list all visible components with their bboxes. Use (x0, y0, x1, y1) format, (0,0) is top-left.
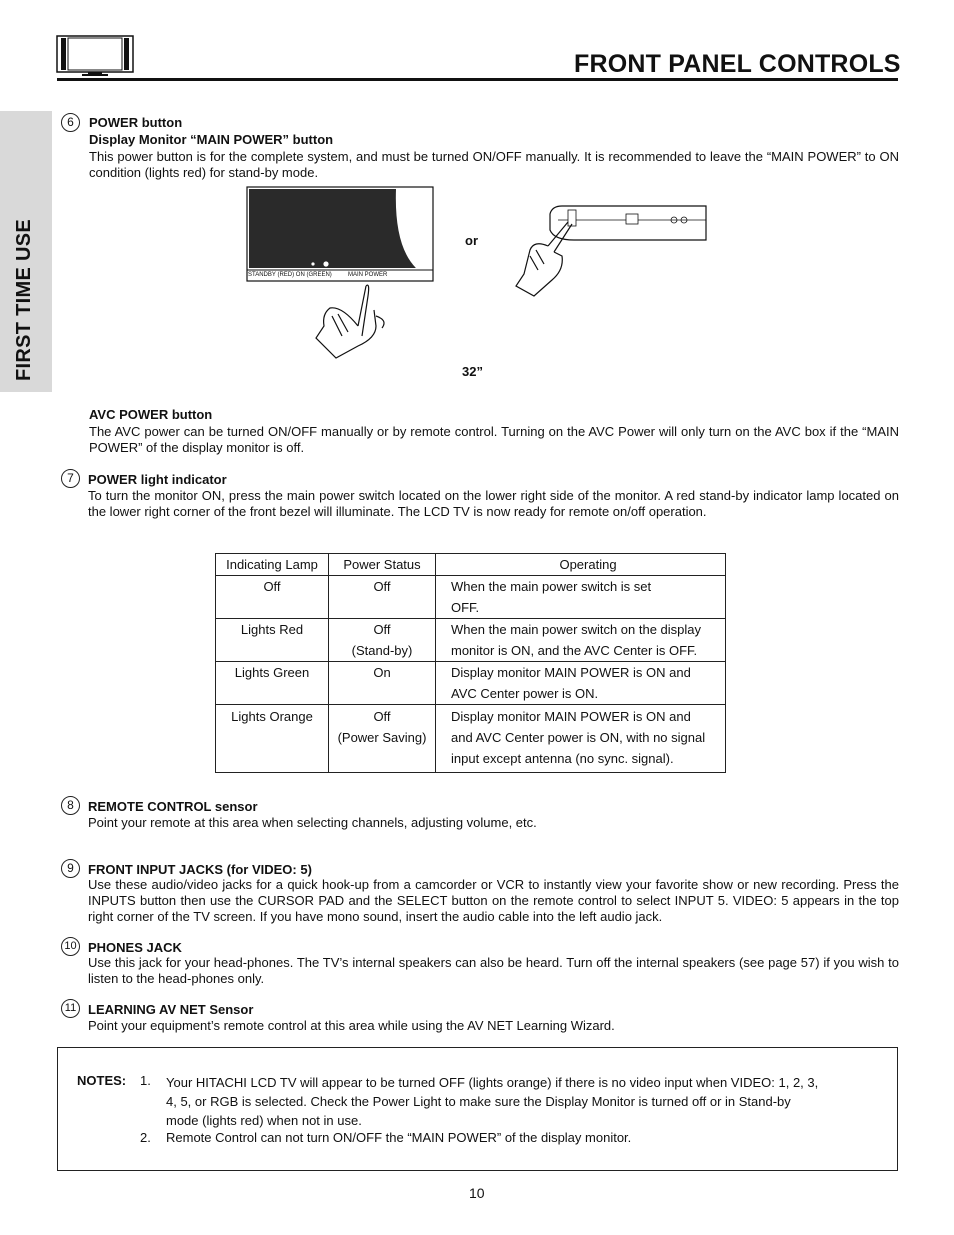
notes-box (57, 1047, 898, 1171)
or-label: or (465, 233, 478, 248)
header-indicating-lamp: Indicating Lamp (216, 554, 329, 576)
note-1 (166, 1073, 818, 1130)
av-net-heading: LEARNING AV NET Sensor (88, 1002, 254, 1017)
table-cell: When the main power switch on the display (436, 619, 726, 641)
note-1-number: 1. (140, 1073, 151, 1088)
remote-sensor-text: Point your remote at this area when selecting channels, adjusting volume, etc. (88, 815, 537, 830)
page-number: 10 (469, 1185, 485, 1201)
table-row (216, 662, 726, 684)
table-cell: AVC Center power is ON. (436, 683, 726, 705)
av-net-text: Point your equipment’s remote control at this area while using the AV NET Learning Wizard. (88, 1018, 615, 1033)
table-cell (329, 748, 436, 773)
table-cell: Display monitor MAIN POWER is ON and (436, 705, 726, 728)
table-cell: Lights Red (216, 619, 329, 641)
note-1-line: 4, 5, or RGB is selected. Check the Power Light to make sure the Display Monitor is turned off or in Stand-by (166, 1094, 791, 1109)
power-light-heading: POWER light indicator (88, 472, 227, 487)
main-power-heading: Display Monitor “MAIN POWER” button (89, 132, 334, 147)
power-light-text: To turn the monitor ON, press the main power switch located on the lower right side of the monitor. A red stand-by indicator lamp located on the lower right corner of the front bezel will illuminate. The LCD TV is now ready for remote on/off operation. (88, 488, 899, 519)
section-tab-label: FIRST TIME USE (13, 219, 35, 381)
header-operating: Operating (436, 554, 726, 576)
table-cell (216, 640, 329, 662)
table-header-row (216, 554, 726, 576)
table-cell (216, 748, 329, 773)
note-1-line: mode (lights red) when not in use. (166, 1113, 362, 1128)
table-cell (216, 597, 329, 619)
avc-power-heading: AVC POWER button (89, 407, 213, 422)
table-cell: input except antenna (no sync. signal). (436, 748, 726, 773)
table-cell: Display monitor MAIN POWER is ON and (436, 662, 726, 684)
lamp-status-table (215, 553, 726, 773)
section-tab (0, 111, 52, 392)
power-button-heading: POWER button (89, 115, 183, 130)
tv-icon (56, 35, 134, 77)
table-cell: and AVC Center power is ON, with no signal (436, 727, 726, 748)
table-cell: (Power Saving) (329, 727, 436, 748)
item-number-7: 7 (61, 469, 80, 488)
table-row (216, 619, 726, 641)
front-input-heading: FRONT INPUT JACKS (for VIDEO: 5) (88, 862, 312, 877)
item-number-8: 8 (61, 796, 80, 815)
table-row (216, 727, 726, 748)
power-button-text: This power button is for the complete system, and must be turned ON/OFF manually. It is recommended to leave the “MAIN POWER” to ON condition (lights red) for stand-by mode. (89, 149, 899, 180)
front-input-text: Use these audio/video jacks for a quick hook-up from a camcorder or VCR to instantly view your favorite show or new recording. Press the INPUTS button then use the CURSOR PAD and the SELECT button on the remote control to select INPUT 5. VIDEO: 5 appears in the top right corner of the TV screen. If you have mono sound, insert the audio cable into the left audio jack. (88, 877, 899, 924)
table-cell (329, 597, 436, 619)
table-cell: Off (329, 619, 436, 641)
remote-sensor-heading: REMOTE CONTROL sensor (88, 799, 258, 814)
monitor-side-illustration (514, 200, 710, 298)
table-cell: Off (329, 576, 436, 598)
main-power-label: MAIN POWER (348, 272, 388, 278)
item-number-9: 9 (61, 859, 80, 878)
note-2: Remote Control can not turn ON/OFF the “MAIN POWER” of the display monitor. (166, 1130, 632, 1145)
table-row (216, 576, 726, 598)
table-cell: Lights Orange (216, 705, 329, 728)
size-label: 32” (462, 364, 483, 379)
note-1-line: Your HITACHI LCD TV will appear to be turned OFF (lights orange) if there is no video input when VIDEO: 1, 2, 3, (166, 1075, 819, 1090)
table-cell: When the main power switch is set (436, 576, 726, 598)
table-row (216, 597, 726, 619)
table-cell: Off (216, 576, 329, 598)
header-rule (57, 78, 898, 81)
page-title: FRONT PANEL CONTROLS (574, 50, 901, 78)
table-row (216, 705, 726, 728)
item-number-6: 6 (61, 113, 80, 132)
header-power-status: Power Status (329, 554, 436, 576)
note-2-number: 2. (140, 1130, 151, 1145)
hand-icon (316, 285, 384, 358)
table-cell: (Stand-by) (329, 640, 436, 662)
phones-jack-text: Use this jack for your head-phones. The TV’s internal speakers can also be heard. Turn off the internal speakers (see page 57) if you wish to listen to the head-phones only. (88, 955, 899, 986)
table-row (216, 683, 726, 705)
table-cell: Off (329, 705, 436, 728)
phones-jack-heading: PHONES JACK (88, 940, 182, 955)
table-cell: monitor is ON, and the AVC Center is OFF. (436, 640, 726, 662)
table-row (216, 748, 726, 773)
item-number-11: 11 (61, 999, 80, 1018)
table-cell (216, 683, 329, 705)
table-cell: On (329, 662, 436, 684)
standby-label: STANDBY (RED) ON (GREEN) (248, 272, 332, 278)
table-cell: OFF. (436, 597, 726, 619)
table-row (216, 640, 726, 662)
table-cell: Lights Green (216, 662, 329, 684)
item-number-10: 10 (61, 937, 80, 956)
notes-label: NOTES: (77, 1073, 127, 1088)
table-cell (216, 727, 329, 748)
table-cell (329, 683, 436, 705)
avc-power-text: The AVC power can be turned ON/OFF manually or by remote control. Turning on the AVC Power will only turn on the AVC box if the “MAIN POWER” of the display monitor is off. (89, 424, 899, 455)
